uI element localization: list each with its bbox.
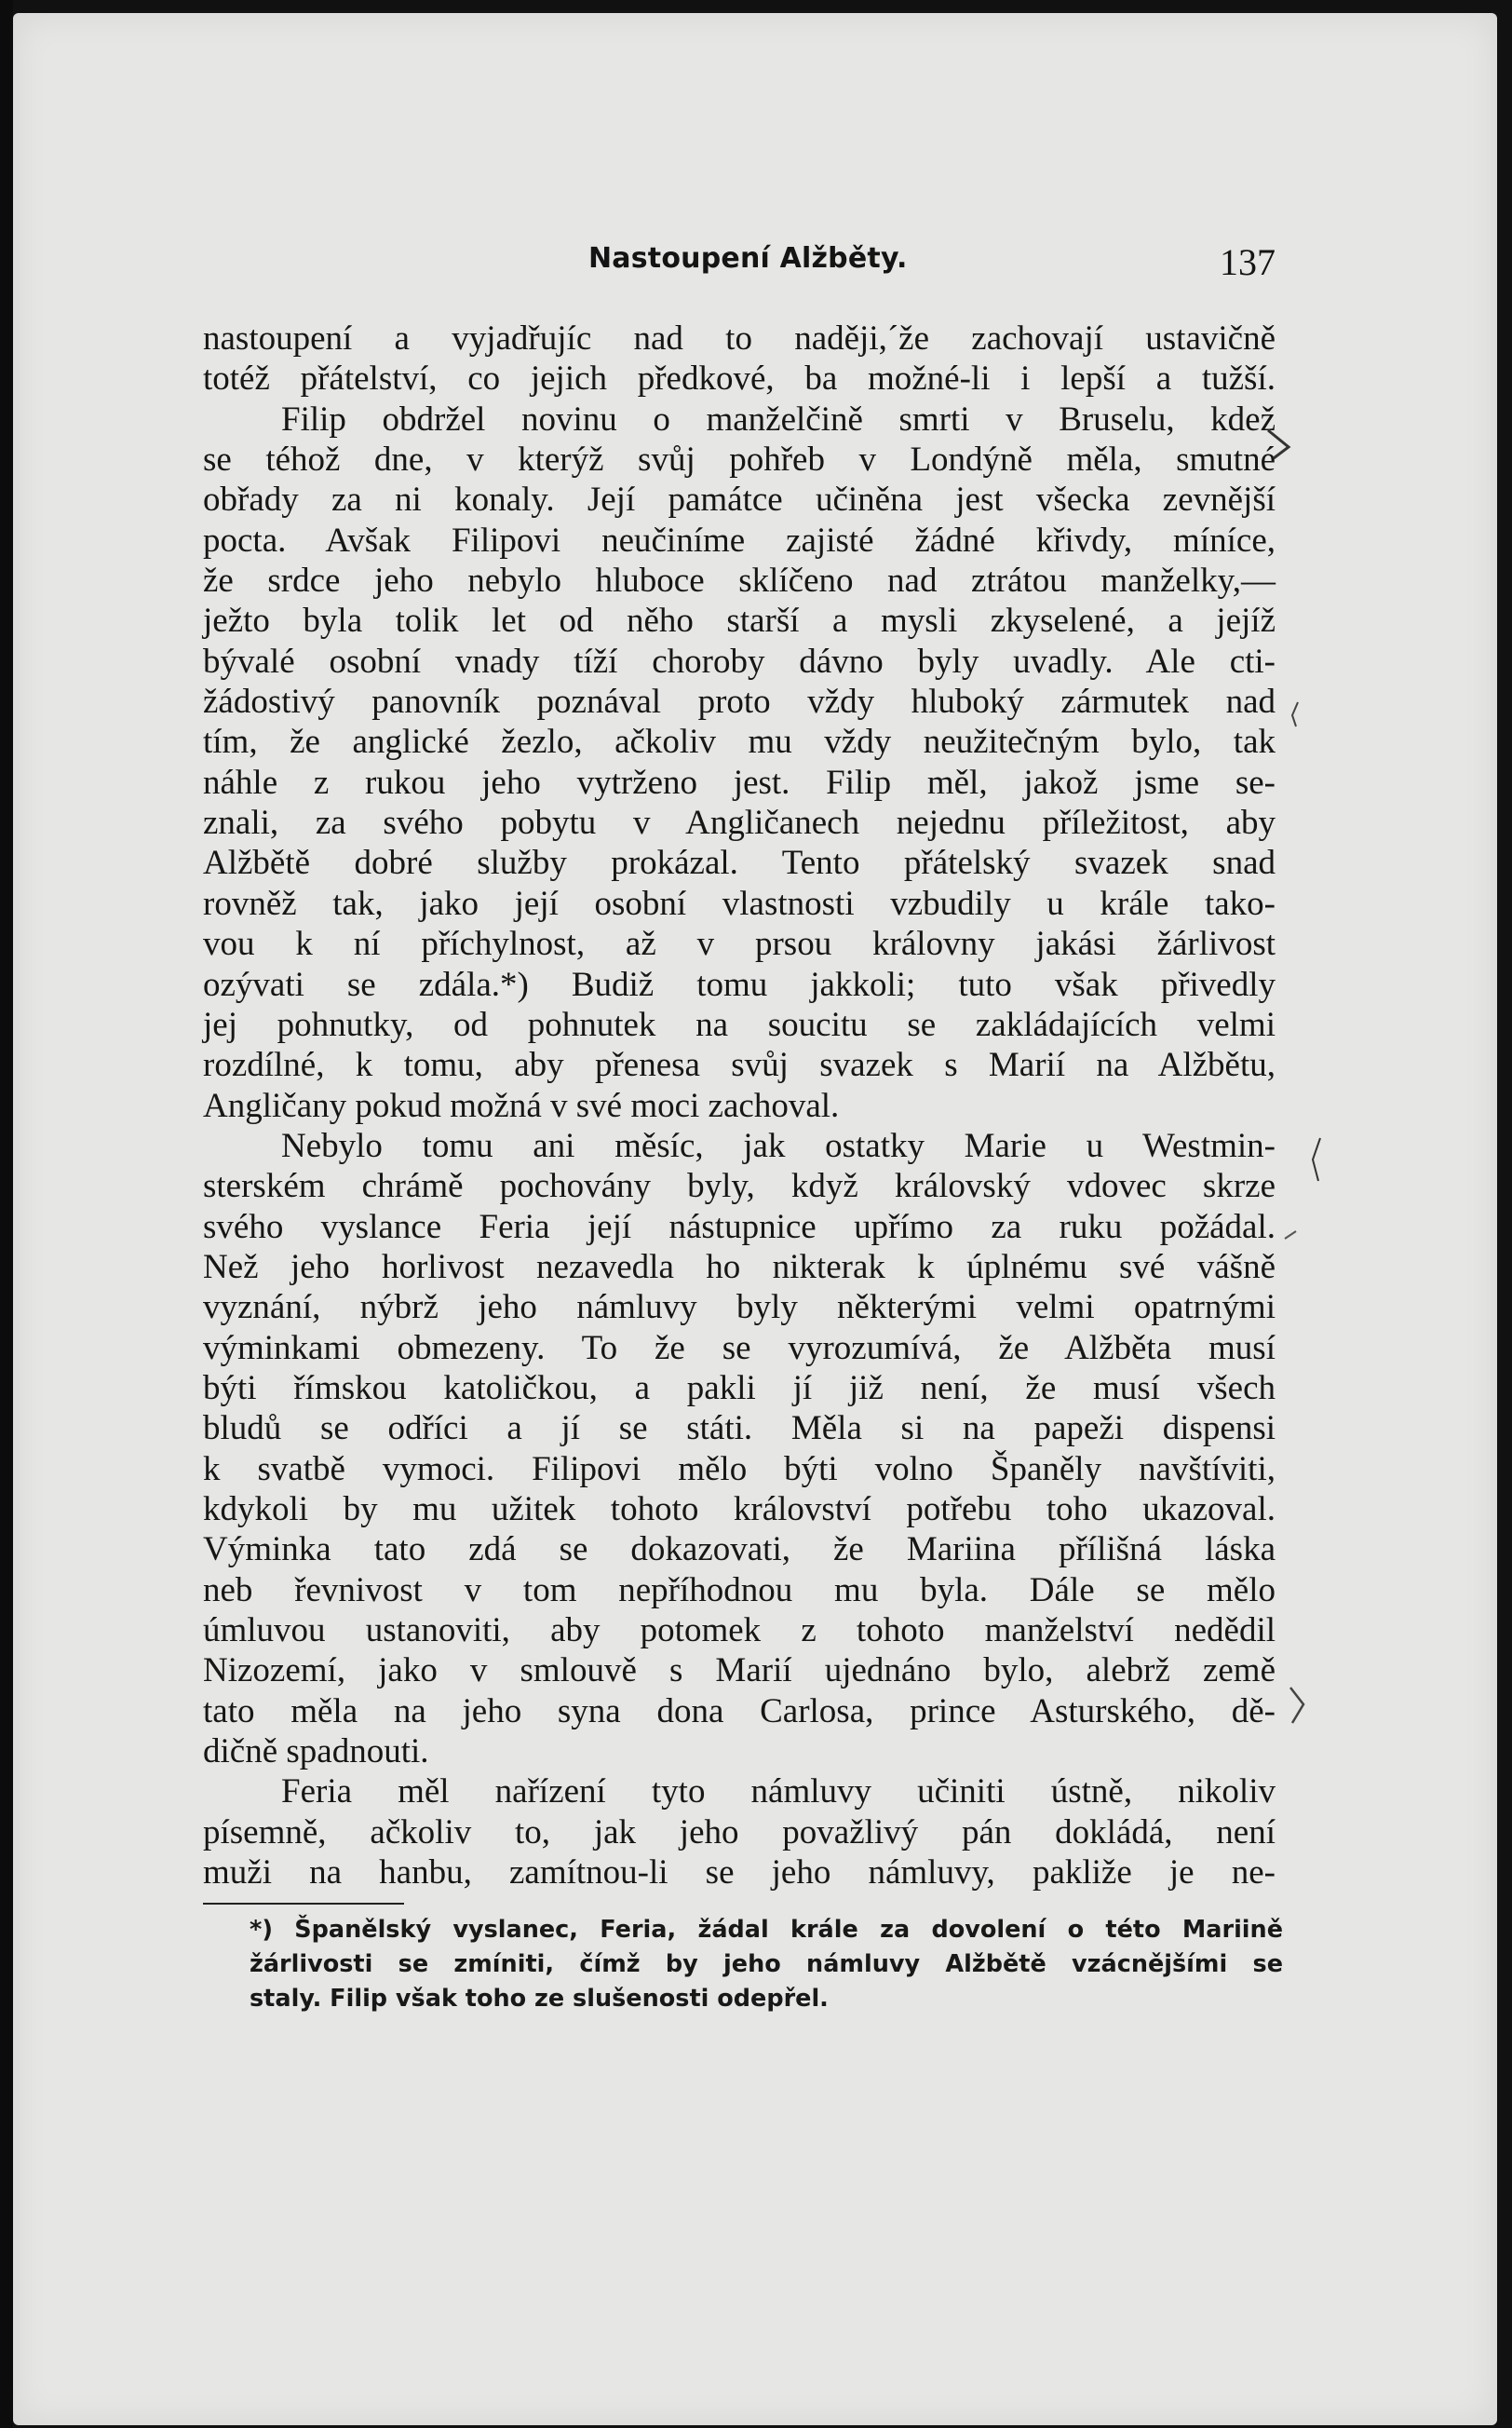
- text-line: obřady za ni konaly. Její památce učiněna jest všecka zevnější: [203, 481, 1276, 520]
- text-line: k svatbě vymoci. Filipovi mělo býti volno Španěly navštíviti,: [203, 1449, 1276, 1488]
- text-line: tím, že anglické žezlo, ačkoliv mu vždy neužitečným bylo, tak: [203, 723, 1276, 762]
- text-line: totéž přátelství, co jejich předkové, ba možné-li i lepší a tužší.: [203, 359, 1276, 399]
- text-line: Nebylo tomu ani měsíc, jak ostatky Marie u Westmin-: [281, 1126, 1276, 1165]
- text-line: kdykoli by mu užitek tohoto království potřebu toho ukazoval.: [203, 1489, 1276, 1528]
- text-line: sterském chrámě pochovány byly, když královský vdovec skrze: [203, 1167, 1276, 1206]
- text-line: Feria měl nařízení tyto námluvy učiniti ústně, nikoliv: [281, 1772, 1276, 1811]
- text-line: muži na hanbu, zamítnou-li se jeho námluvy, pakliže je ne-: [203, 1853, 1276, 1892]
- text-line: úmluvou ustanoviti, aby potomek z tohoto manželství nedědil: [203, 1611, 1276, 1649]
- footnote-line: žárlivosti se zmíniti, čímž by jeho námluvy Alžbětě vzácnějšími se: [250, 1950, 1283, 1978]
- scan-edge: [0, 0, 13, 2428]
- running-head: Nastoupení Alžběty.: [588, 242, 908, 275]
- text-line: ozývati se zdála.*) Budiž tomu jakkoli; tuto však přivedly: [203, 965, 1276, 1004]
- text-line: rovněž tak, jako její osobní vlastnosti vzbudily u krále tako-: [203, 884, 1276, 923]
- text-line: býti římskou katoličkou, a pakli jí již není, že musí všech: [203, 1368, 1276, 1407]
- text-line: se téhož dne, v kterýž svůj pohřeb v Londýně měla, smutné: [203, 441, 1276, 480]
- footnote-line: staly. Filip však toho ze slušenosti odepřel.: [250, 1985, 829, 2013]
- text-line: dičně spadnouti.: [203, 1732, 429, 1771]
- text-line: žádostivý panovník poznával proto vždy hluboký zármutek nad: [203, 683, 1276, 722]
- text-line: tato měla na jeho syna dona Carlosa, prince Asturského, dě-: [203, 1691, 1276, 1730]
- page-header: [203, 238, 1276, 287]
- page-number: 137: [1220, 241, 1276, 283]
- text-line: nastoupení a vyjadřujíc nad to naději,´že zachovají ustavičně: [203, 319, 1276, 358]
- text-line: bludů se odříci a jí se státi. Měla si na papeži dispensi: [203, 1409, 1276, 1448]
- footnote: [203, 1913, 1283, 2016]
- text-line: rozdílné, k tomu, aby přenesa svůj svazek s Marií na Alžbětu,: [203, 1046, 1276, 1085]
- body-text: [203, 319, 1276, 1892]
- text-line: pocta. Avšak Filipovi neučiníme zajisté žádné křivdy, míníce,: [203, 521, 1276, 560]
- text-line: bývalé osobní vnady tíží choroby dávno byly uvadly. Ale cti-: [203, 642, 1276, 681]
- text-line: Nizozemí, jako v smlouvě s Marií ujednáno bylo, alebrž země: [203, 1651, 1276, 1690]
- text-line: znali, za svého pobytu v Angličanech nejednu příležitost, aby: [203, 804, 1276, 843]
- footnote-rule: [203, 1903, 404, 1905]
- text-line: neb řevnivost v tom nepříhodnou mu byla. Dále se mělo: [203, 1570, 1276, 1609]
- text-line: písemně, ačkoliv to, jak jeho považlivý pán dokládá, není: [203, 1812, 1276, 1852]
- text-line: ježto byla tolik let od něho starší a mysli zkyselené, a jejíž: [203, 602, 1276, 641]
- text-line: že srdce jeho nebylo hluboce sklíčeno nad ztrátou manželky,—: [203, 562, 1276, 601]
- text-line: vyznání, nýbrž jeho námluvy byly některými velmi opatrnými: [203, 1288, 1276, 1327]
- text-line: jej pohnutky, od pohnutek na soucitu se zakládajících velmi: [203, 1005, 1276, 1044]
- text-line: Alžbětě dobré služby prokázal. Tento přátelský svazek snad: [203, 844, 1276, 883]
- footnote-line: *) Španělský vyslanec, Feria, žádal krále za dovolení o této Mariině: [250, 1916, 1283, 1944]
- text-line: Angličany pokud možná v své moci zachoval.: [203, 1086, 840, 1125]
- text-line: Výminka tato zdá se dokazovati, že Mariina přílišná láska: [203, 1530, 1276, 1569]
- text-line: výminkami obmezeny. To že se vyrozumívá, že Alžběta musí: [203, 1328, 1276, 1367]
- text-line: Než jeho horlivost nezavedla ho nikterak k úplnému své vášně: [203, 1247, 1276, 1286]
- text-line: vou k ní příchylnost, až v prsou královny jakási žárlivost: [203, 925, 1276, 964]
- text-line: svého vyslance Feria její nástupnice upřímo za ruku požádal.: [203, 1207, 1276, 1246]
- text-line: Filip obdržel novinu o manželčině smrti v Bruselu, kdež: [281, 400, 1276, 439]
- text-line: náhle z rukou jeho vytrženo jest. Filip měl, jakož jsme se-: [203, 763, 1276, 802]
